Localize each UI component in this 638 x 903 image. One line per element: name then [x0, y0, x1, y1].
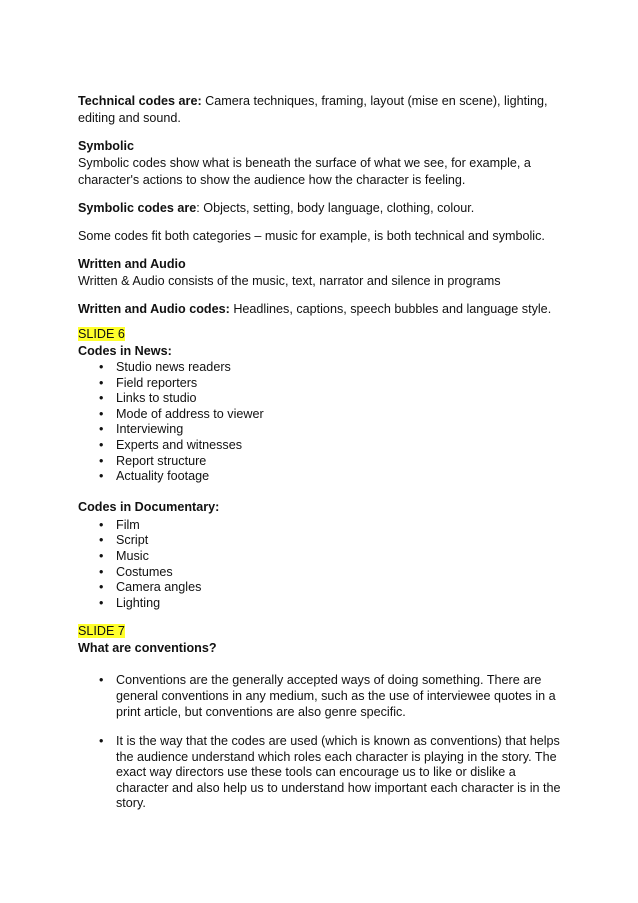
codes-in-news-heading: Codes in News: — [78, 344, 172, 358]
list-item: • Report structure — [78, 454, 563, 470]
list-item: • Experts and witnesses — [78, 438, 563, 454]
symbolic-codes-paragraph — [78, 200, 563, 217]
slide-6-tag — [78, 326, 563, 343]
list-item: • It is the way that the codes are used (which is known as conventions) that helps the audience understand which roles each character is playing in the story. The exact way directors use these tools can encourage us to like or dislike a character and also help us to understand how important each character is in the story. — [78, 734, 563, 812]
slide-7-highlight: SLIDE 7 — [78, 624, 125, 639]
slide-6-highlight: SLIDE 6 — [78, 327, 125, 341]
codes-in-documentary-heading: Codes in Documentary: — [78, 499, 220, 514]
written-audio-codes-label: Written and Audio codes: — [78, 302, 230, 316]
list-item: • Script — [78, 533, 563, 549]
symbolic-codes-text: : Objects, setting, body language, clothing, colour. — [196, 201, 475, 215]
slide-7-tag — [78, 623, 563, 640]
written-audio-heading: Written and Audio — [78, 257, 186, 271]
symbolic-heading: Symbolic — [78, 139, 134, 153]
list-item: • Interviewing — [78, 422, 563, 438]
list-item: • Costumes — [78, 565, 563, 581]
list-item: • Links to studio — [78, 391, 563, 407]
written-audio-codes-text: Headlines, captions, speech bubbles and language style. — [229, 302, 552, 316]
written-audio-codes-paragraph — [78, 301, 563, 318]
list-item: • Music — [78, 549, 563, 565]
documentary-codes-list — [78, 518, 563, 612]
list-item: • Film — [78, 518, 563, 534]
symbolic-codes-label: Symbolic codes are — [78, 201, 197, 215]
technical-codes-text: Camera techniques, framing, layout (mise en scene), lighting, editing and sound. — [78, 94, 548, 125]
conventions-list — [78, 673, 563, 812]
list-item: • Actuality footage — [78, 469, 563, 485]
symbolic-text: Symbolic codes show what is beneath the surface of what we see, for example, a character's actions to show the audience how the character is feeling. — [78, 156, 531, 187]
document-body — [78, 93, 563, 826]
news-codes-list — [78, 360, 563, 485]
written-audio-text: Written & Audio consists of the music, text, narrator and silence in programs — [78, 274, 501, 288]
list-item: • Field reporters — [78, 376, 563, 392]
technical-codes-paragraph — [78, 93, 563, 127]
both-categories-text: Some codes fit both categories – music for example, is both technical and symbolic. — [78, 229, 545, 243]
list-item: • Studio news readers — [78, 360, 563, 376]
list-item: • Lighting — [78, 596, 563, 612]
list-item: • Mode of address to viewer — [78, 407, 563, 423]
list-item: • Conventions are the generally accepted ways of doing something. There are general conventions in any medium, such as the use of interviewee quotes in a print article, but conventions are also genre specific. — [78, 673, 563, 720]
list-item: • Camera angles — [78, 580, 563, 596]
conventions-heading: What are conventions? — [78, 641, 217, 656]
technical-codes-label: Technical codes are: — [78, 94, 202, 108]
